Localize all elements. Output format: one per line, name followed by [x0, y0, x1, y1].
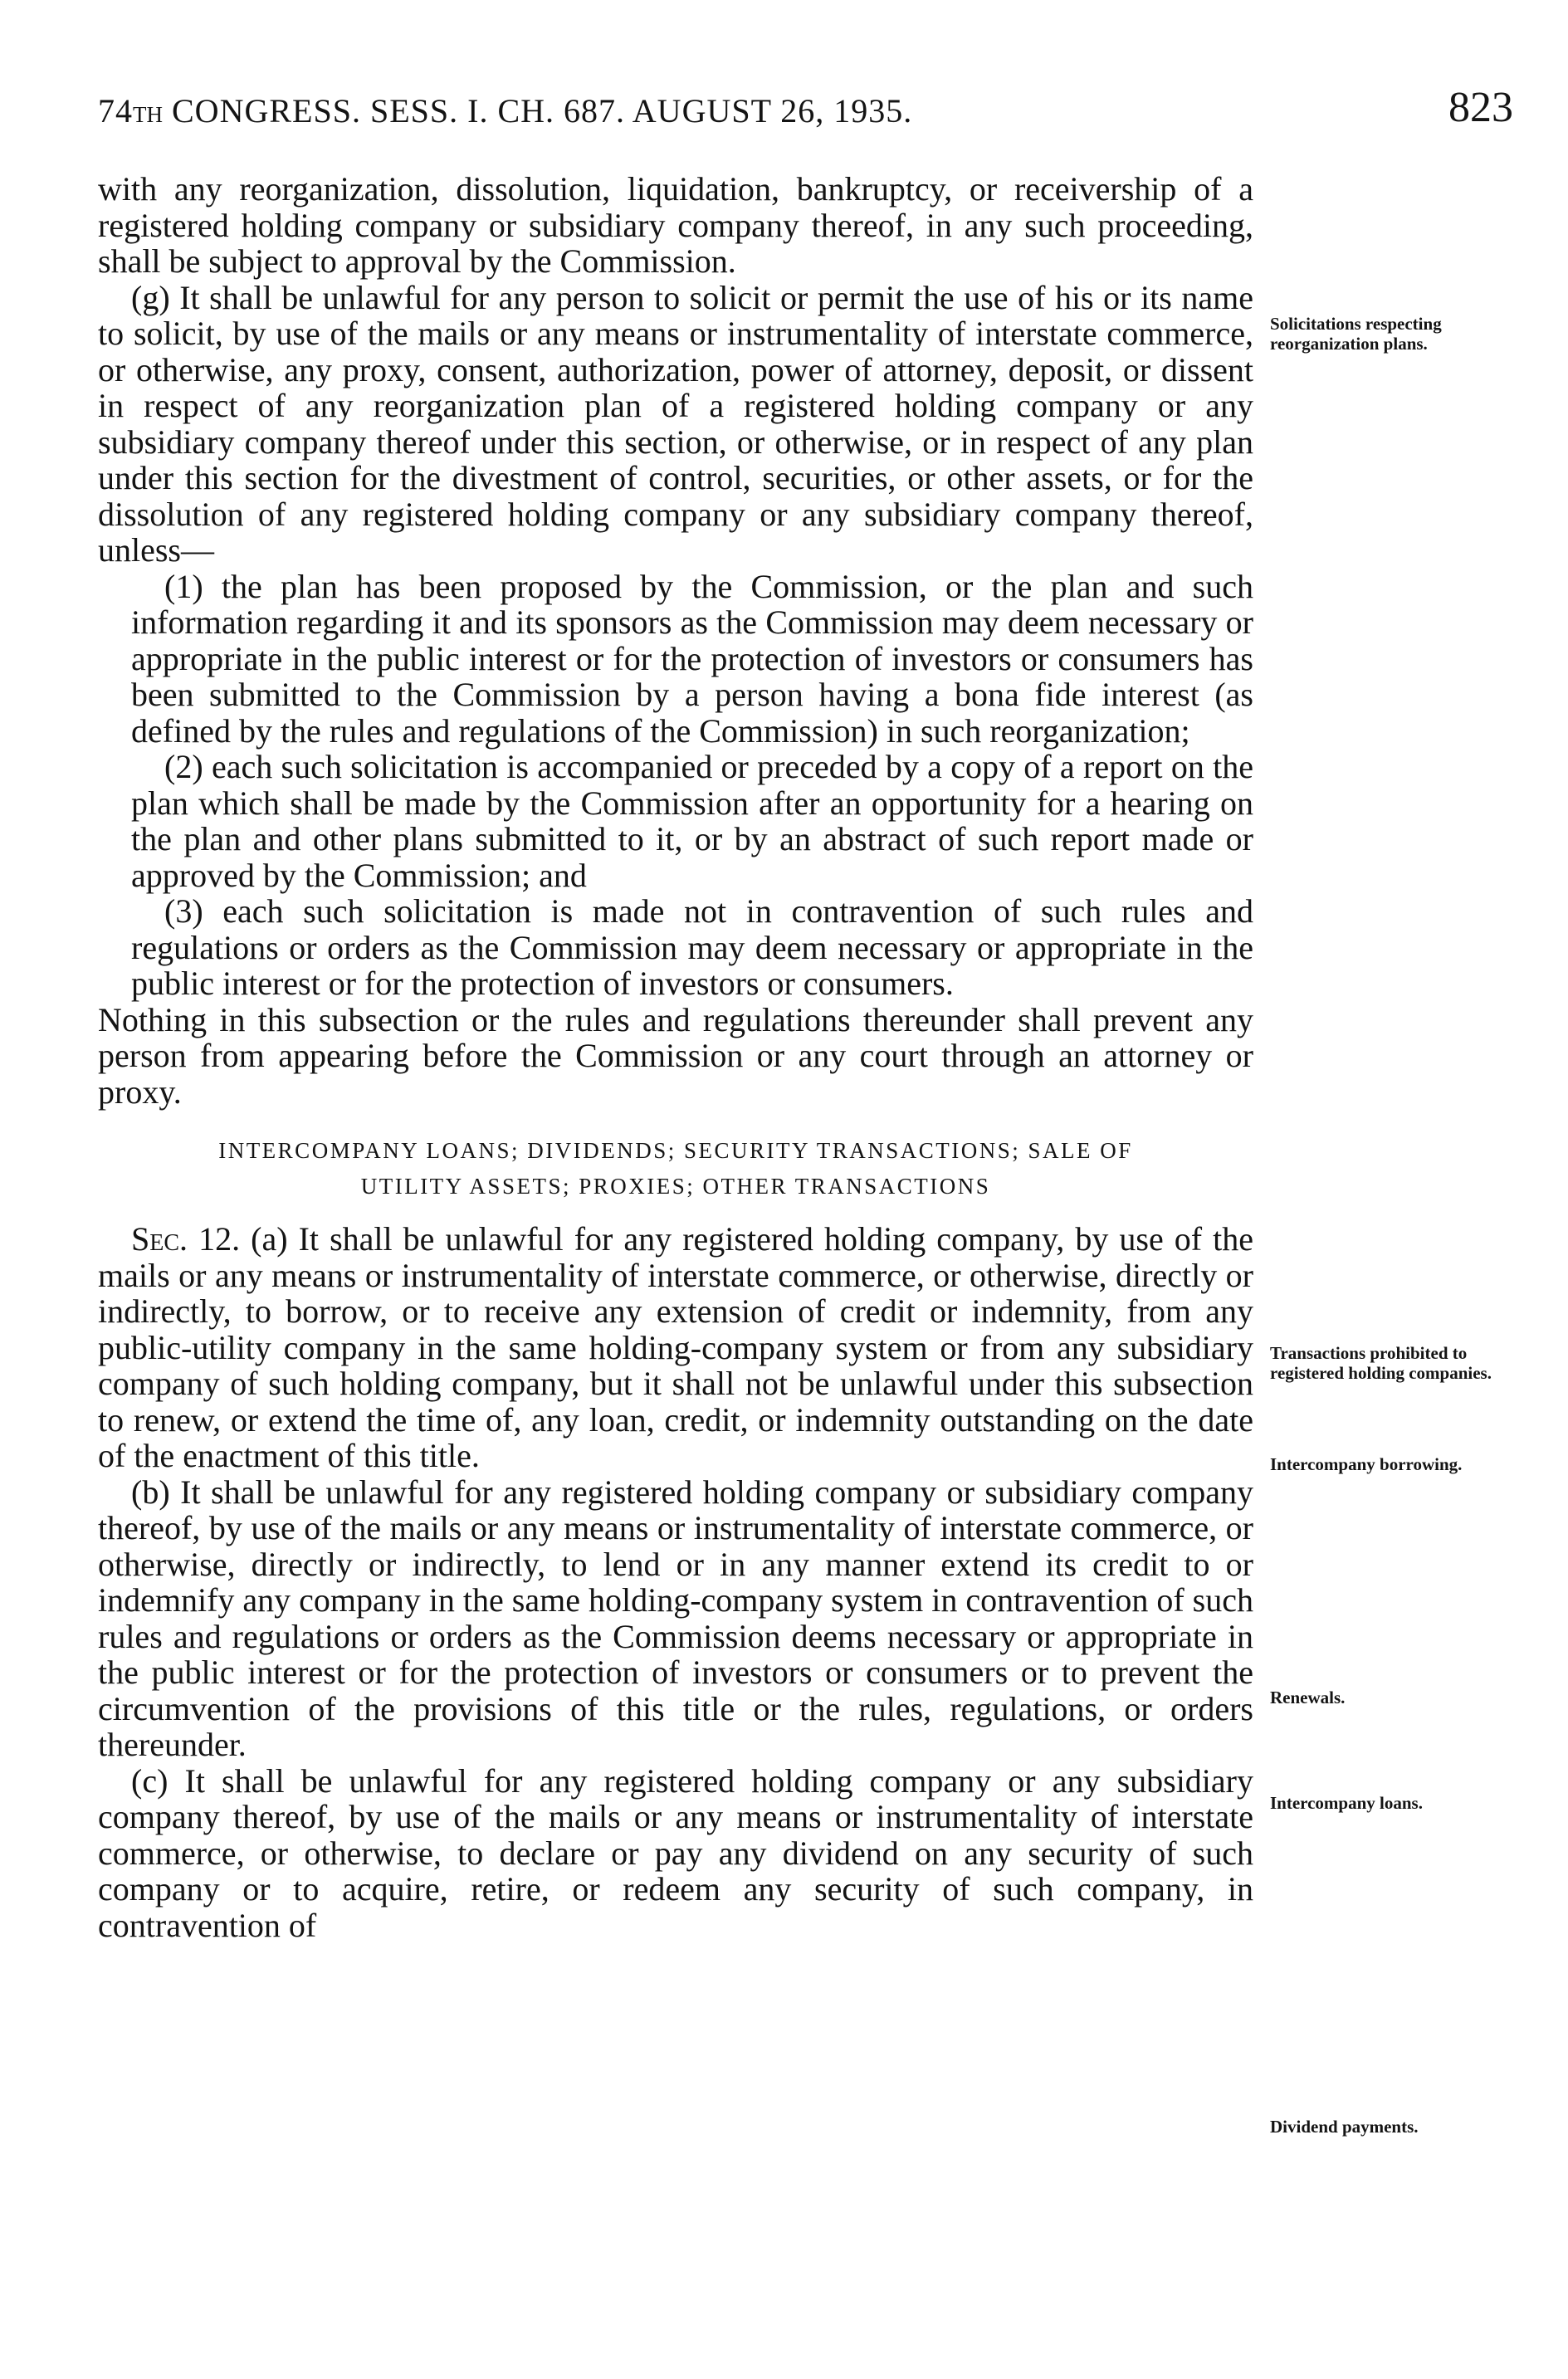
page-header: [98, 83, 1513, 141]
running-head: [98, 91, 912, 130]
section-heading-line-1: INTERCOMPANY LOANS; DIVIDENDS; SECURITY TRANSACTIONS; SALE OF: [218, 1138, 1133, 1163]
statute-body: [98, 171, 1253, 1943]
page-number: 823: [1448, 84, 1513, 131]
margin-note-dividends: Dividend payments.: [1270, 2117, 1419, 2137]
margin-note-transactions: Transactions prohibited to registered holding companies.: [1270, 1343, 1492, 1383]
running-head-rest: CONGRESS. SESS. I. CH. 687. AUGUST 26, 1935.: [163, 92, 913, 129]
paragraph-continuation: with any reorganization, dissolution, liquidation, bankruptcy, or receivership of a registered holding company or subsidiary company thereof, in any such proceeding, shall be subject to approval by the Commission.: [98, 170, 1253, 280]
section-heading-line-2: UTILITY ASSETS; PROXIES; OTHER TRANSACTIONS: [360, 1174, 991, 1199]
subsection-g: (g) It shall be unlawful for any person to solicit or permit the use of his or its name to solicit, by use of the mails or any means or instrumentality of interstate commerce, or otherwise, any proxy, consent, authorization, power of attorney, deposit, or dissent in respect of any reorganization plan of a registered holding company or any subsidiary company thereof under this section, or otherwise, or in respect of any plan under this section for the divestment of control, securities, or other assets, or for the dissolution of any registered holding company or any subsidiary company thereof, unless—: [98, 278, 1253, 569]
margin-note-borrowing: Intercompany borrowing.: [1270, 1454, 1463, 1474]
section-12-a: [98, 1221, 1253, 1474]
paragraph-nothing-in-subsection: Nothing in this subsection or the rules and regulations thereunder shall prevent any person from appearing before the Commission or any court through an attorney or proxy.: [98, 1000, 1253, 1111]
margin-note-solicitations: Solicitations respecting reorganization plans.: [1270, 314, 1442, 354]
clause-3: (3) each such solicitation is made not in contravention of such rules and regulations or orders as the Commission may deem necessary or appropriate in the public interest or for the protection of investors or consumers.: [131, 892, 1253, 1002]
margin-note-renewals: Renewals.: [1270, 1688, 1346, 1707]
section-heading: [98, 1133, 1253, 1204]
congress-number: 74: [98, 92, 133, 129]
section-12-b: (b) It shall be unlawful for any registered holding company or subsidiary company thereof, by use of the mails or any means or instrumentality of interstate commerce, or otherwise, directly or indirectly, to lend or in any manner extend its credit to or indemnify any company in the same holding-company system in contravention of such rules and regulations or orders as the Commission deems necessary or appropriate in the public interest or for the protection of investors or consumers or to prevent the circumvention of the provisions of this title or the rules, regulations, or orders thereunder.: [98, 1473, 1253, 1763]
clause-2: (2) each such solicitation is accompanied or preceded by a copy of a report on the plan which shall be made by the Commission after an opportunity for a hearing on the plan and other plans submitted to it, or by an abstract of such report made or approved by the Commission; and: [131, 748, 1253, 894]
section-12-a-text: (a) It shall be unlawful for any registered holding company, by use of the mails or any means or instrumentality of interstate commerce, or otherwise, directly or indirectly, to borrow, or to receive any extension of credit or indemnity, from any public-utility company in the same holding-company system or from any subsidiary company of such holding company, but it shall not be unlawful under this subsection to renew, or extend the time of, any loan, credit, or indemnity outstanding on the date of the enactment of this title.: [98, 1220, 1254, 1474]
margin-note-loans: Intercompany loans.: [1270, 1793, 1423, 1813]
section-12-c: (c) It shall be unlawful for any registered holding company or any subsidiary company thereof, by use of the mails or any means or instrumentality of interstate commerce, or otherwise, to declare or pay any dividend on any security of such company or to acquire, retire, or redeem any security of such company, in contravention of: [98, 1761, 1253, 1944]
section-label: Sec. 12.: [131, 1220, 241, 1258]
clause-1: (1) the plan has been proposed by the Commission, or the plan and such information regarding it and its sponsors as the Commission may deem necessary or appropriate in the public interest or for the protection of investors or consumers has been submitted to the Commission by a person having a bona fide interest (as defined by the rules and regulations of the Commission) in such reorganization;: [131, 567, 1253, 750]
congress-suffix: TH: [133, 102, 163, 127]
